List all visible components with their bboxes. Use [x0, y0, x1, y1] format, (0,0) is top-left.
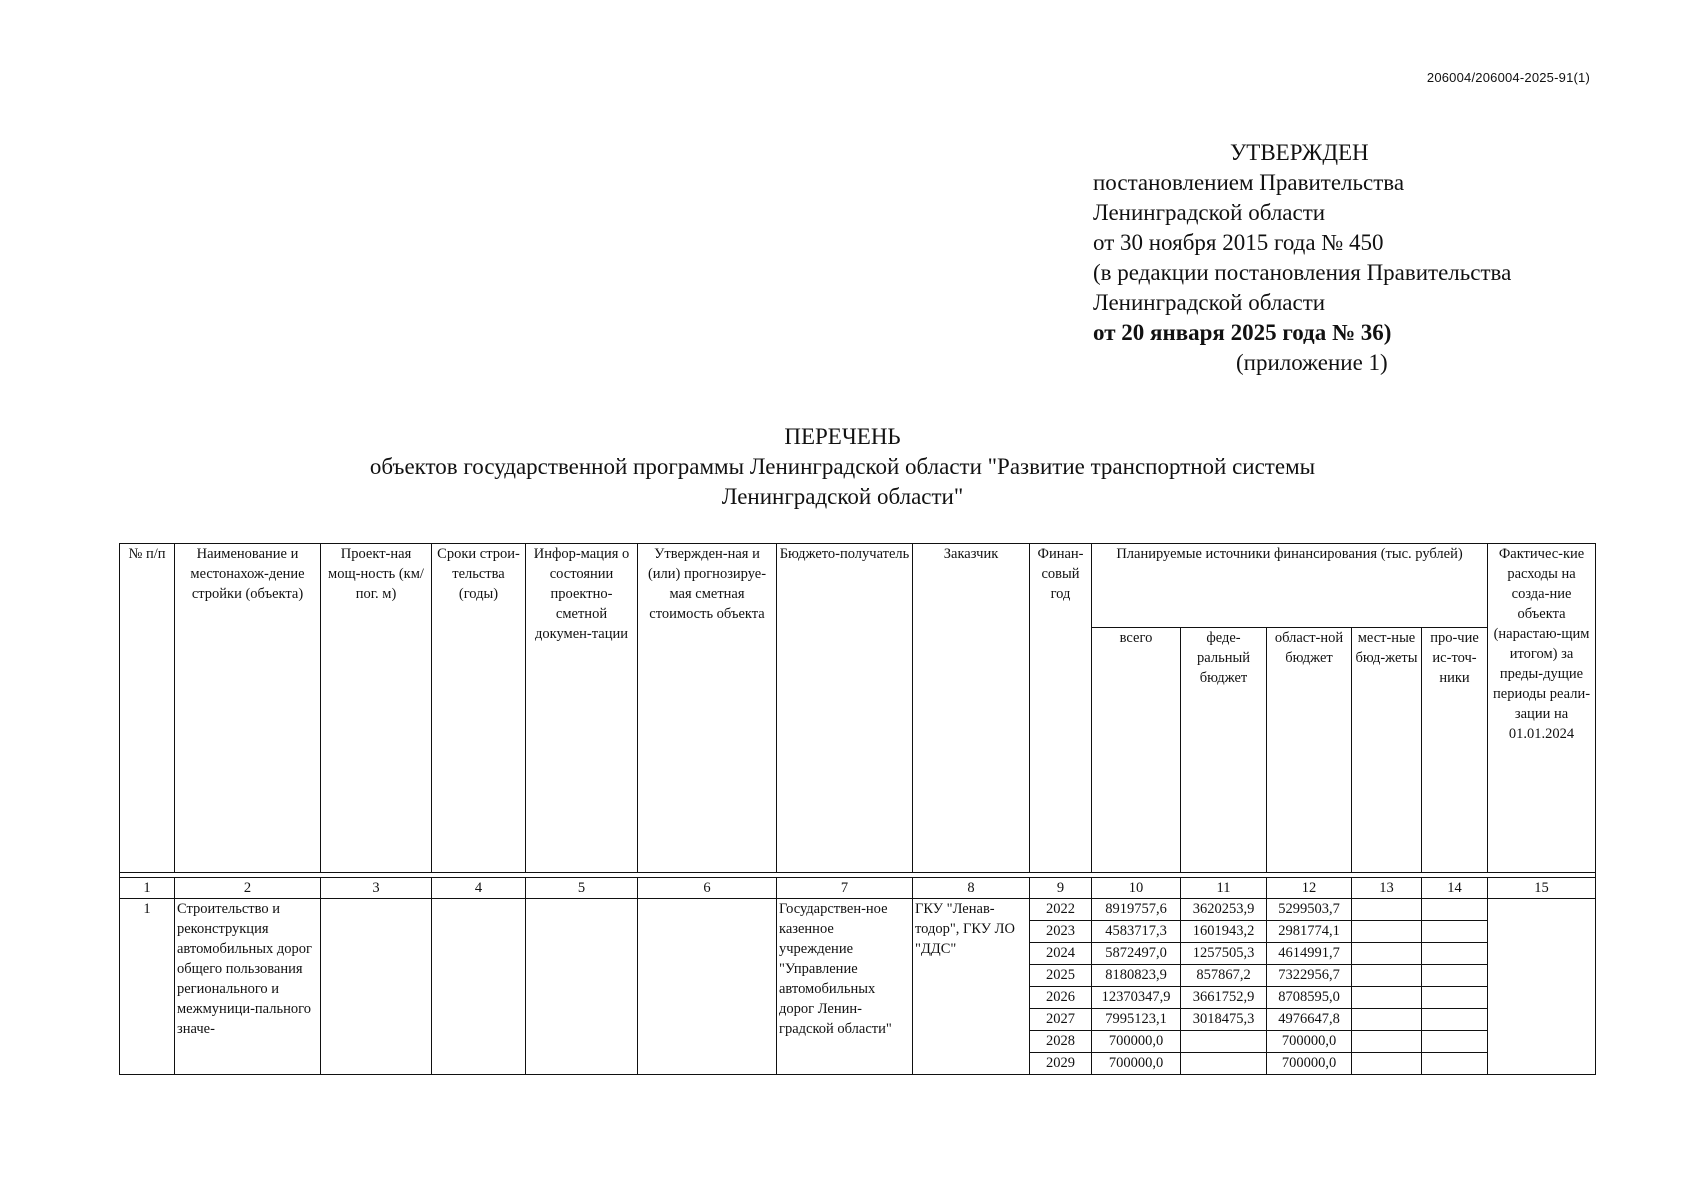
other-cell: [1422, 987, 1488, 1009]
regional-cell: 4614991,7: [1267, 943, 1352, 965]
heading-line: объектов государственной программы Ленинградской области "Развитие транспортной системы: [369, 454, 1316, 479]
row-estimated-cost: [638, 899, 777, 1075]
total-cell: 8919757,6: [1092, 899, 1181, 921]
header-financial-year: Финан-совый год: [1030, 544, 1092, 873]
column-number: 1: [120, 878, 175, 899]
year-cell: 2026: [1030, 987, 1092, 1009]
header-construction-period: Сроки строи-тельства (годы): [432, 544, 526, 873]
column-number: 11: [1181, 878, 1267, 899]
column-number: 3: [321, 878, 432, 899]
regional-cell: 4976647,8: [1267, 1009, 1352, 1031]
row-construction-period: [432, 899, 526, 1075]
total-cell: 700000,0: [1092, 1053, 1181, 1075]
year-cell: 2022: [1030, 899, 1092, 921]
local-cell: [1352, 965, 1422, 987]
row-object-name: Строительство и реконструкция автомобильных дорог общего пользования регионального и межмуници-пального значе-: [175, 899, 321, 1075]
column-number: 6: [638, 878, 777, 899]
year-cell: 2024: [1030, 943, 1092, 965]
total-cell: 7995123,1: [1092, 1009, 1181, 1031]
local-cell: [1352, 899, 1422, 921]
header-budget-recipient: Бюджето-получатель: [777, 544, 913, 873]
regional-cell: 7322956,7: [1267, 965, 1352, 987]
row-number: 1: [120, 899, 175, 1075]
federal-cell: [1181, 1053, 1267, 1075]
regional-cell: 2981774,1: [1267, 921, 1352, 943]
federal-cell: 1257505,3: [1181, 943, 1267, 965]
total-cell: 12370347,9: [1092, 987, 1181, 1009]
approval-line: постановлением Правительства: [1093, 170, 1405, 195]
federal-cell: 3620253,9: [1181, 899, 1267, 921]
row-budget-recipient: Государствен-ное казенное учреждение "Управление автомобильных дорог Ленин-градской области": [777, 899, 913, 1075]
heading-line: Ленинградской области": [721, 484, 964, 509]
header-financing-sources: Планируемые источники финансирования (тыс. рублей): [1092, 544, 1488, 628]
approval-stamp-block: [1093, 138, 1511, 378]
column-number: 10: [1092, 878, 1181, 899]
approval-amendment: от 20 января 2025 года № 36): [1093, 320, 1392, 345]
header-object-name: Наименование и местонахож-дение стройки (объекта): [175, 544, 321, 873]
year-cell: 2025: [1030, 965, 1092, 987]
other-cell: [1422, 1009, 1488, 1031]
approval-annex: (приложение 1): [1236, 350, 1388, 375]
column-number: 2: [175, 878, 321, 899]
header-local-budgets: мест-ные бюд-жеты: [1352, 628, 1422, 873]
other-cell: [1422, 965, 1488, 987]
regional-cell: 5299503,7: [1267, 899, 1352, 921]
other-cell: [1422, 921, 1488, 943]
objects-table: [119, 543, 1596, 1075]
row-actual-expenses: [1488, 899, 1596, 1075]
header-total: всего: [1092, 628, 1181, 873]
column-numbers-row: [120, 878, 1596, 899]
row-design-docs: [526, 899, 638, 1075]
other-cell: [1422, 1031, 1488, 1053]
year-cell: 2028: [1030, 1031, 1092, 1053]
local-cell: [1352, 943, 1422, 965]
column-number: 9: [1030, 878, 1092, 899]
header-customer: Заказчик: [913, 544, 1030, 873]
local-cell: [1352, 1031, 1422, 1053]
regional-cell: 700000,0: [1267, 1031, 1352, 1053]
local-cell: [1352, 1053, 1422, 1075]
regional-cell: 700000,0: [1267, 1053, 1352, 1075]
header-capacity: Проект-ная мощ-ность (км/пог. м): [321, 544, 432, 873]
header-regional-budget: област-ной бюджет: [1267, 628, 1352, 873]
year-cell: 2027: [1030, 1009, 1092, 1031]
local-cell: [1352, 1009, 1422, 1031]
other-cell: [1422, 1053, 1488, 1075]
approval-line: Ленинградской области: [1093, 200, 1326, 225]
other-cell: [1422, 899, 1488, 921]
total-cell: 4583717,3: [1092, 921, 1181, 943]
document-registration-number: 206004/206004-2025-91(1): [1426, 70, 1590, 85]
column-number: 14: [1422, 878, 1488, 899]
column-number: 8: [913, 878, 1030, 899]
column-number: 15: [1488, 878, 1596, 899]
table-row: [120, 899, 1596, 921]
federal-cell: [1181, 1031, 1267, 1053]
local-cell: [1352, 921, 1422, 943]
row-capacity: [321, 899, 432, 1075]
table-header-row: [120, 544, 1596, 628]
federal-cell: 857867,2: [1181, 965, 1267, 987]
regional-cell: 8708595,0: [1267, 987, 1352, 1009]
column-number: 4: [432, 878, 526, 899]
header-number: № п/п: [120, 544, 175, 873]
column-number: 7: [777, 878, 913, 899]
year-cell: 2023: [1030, 921, 1092, 943]
row-customer: ГКУ "Ленав-тодор", ГКУ ЛО "ДДС": [913, 899, 1030, 1075]
column-number: 13: [1352, 878, 1422, 899]
approval-title: УТВЕРЖДЕН: [1230, 140, 1369, 165]
federal-cell: 1601943,2: [1181, 921, 1267, 943]
total-cell: 8180823,9: [1092, 965, 1181, 987]
column-number: 12: [1267, 878, 1352, 899]
header-other-sources: про-чие ис-точ-ники: [1422, 628, 1488, 873]
year-cell: 2029: [1030, 1053, 1092, 1075]
approval-line: Ленинградской области: [1093, 290, 1326, 315]
column-number: 5: [526, 878, 638, 899]
local-cell: [1352, 987, 1422, 1009]
total-cell: 700000,0: [1092, 1031, 1181, 1053]
document-heading: [0, 422, 1685, 512]
other-cell: [1422, 943, 1488, 965]
approval-line: от 30 ноября 2015 года № 450: [1093, 230, 1384, 255]
header-actual-expenses: Фактичес-кие расходы на созда-ние объекта (нарастаю-щим итогом) за преды-дущие периоды реали-зации на 01.01.2024: [1488, 544, 1596, 873]
approval-line: (в редакции постановления Правительства: [1093, 260, 1512, 285]
federal-cell: 3661752,9: [1181, 987, 1267, 1009]
header-estimated-cost: Утвержден-ная и (или) прогнозируе-мая сметная стоимость объекта: [638, 544, 777, 873]
header-design-docs: Инфор-мация о состоянии проектно-сметной докумен-тации: [526, 544, 638, 873]
heading-title: ПЕРЕЧЕНЬ: [784, 424, 901, 449]
total-cell: 5872497,0: [1092, 943, 1181, 965]
federal-cell: 3018475,3: [1181, 1009, 1267, 1031]
header-federal-budget: феде-ральный бюджет: [1181, 628, 1267, 873]
